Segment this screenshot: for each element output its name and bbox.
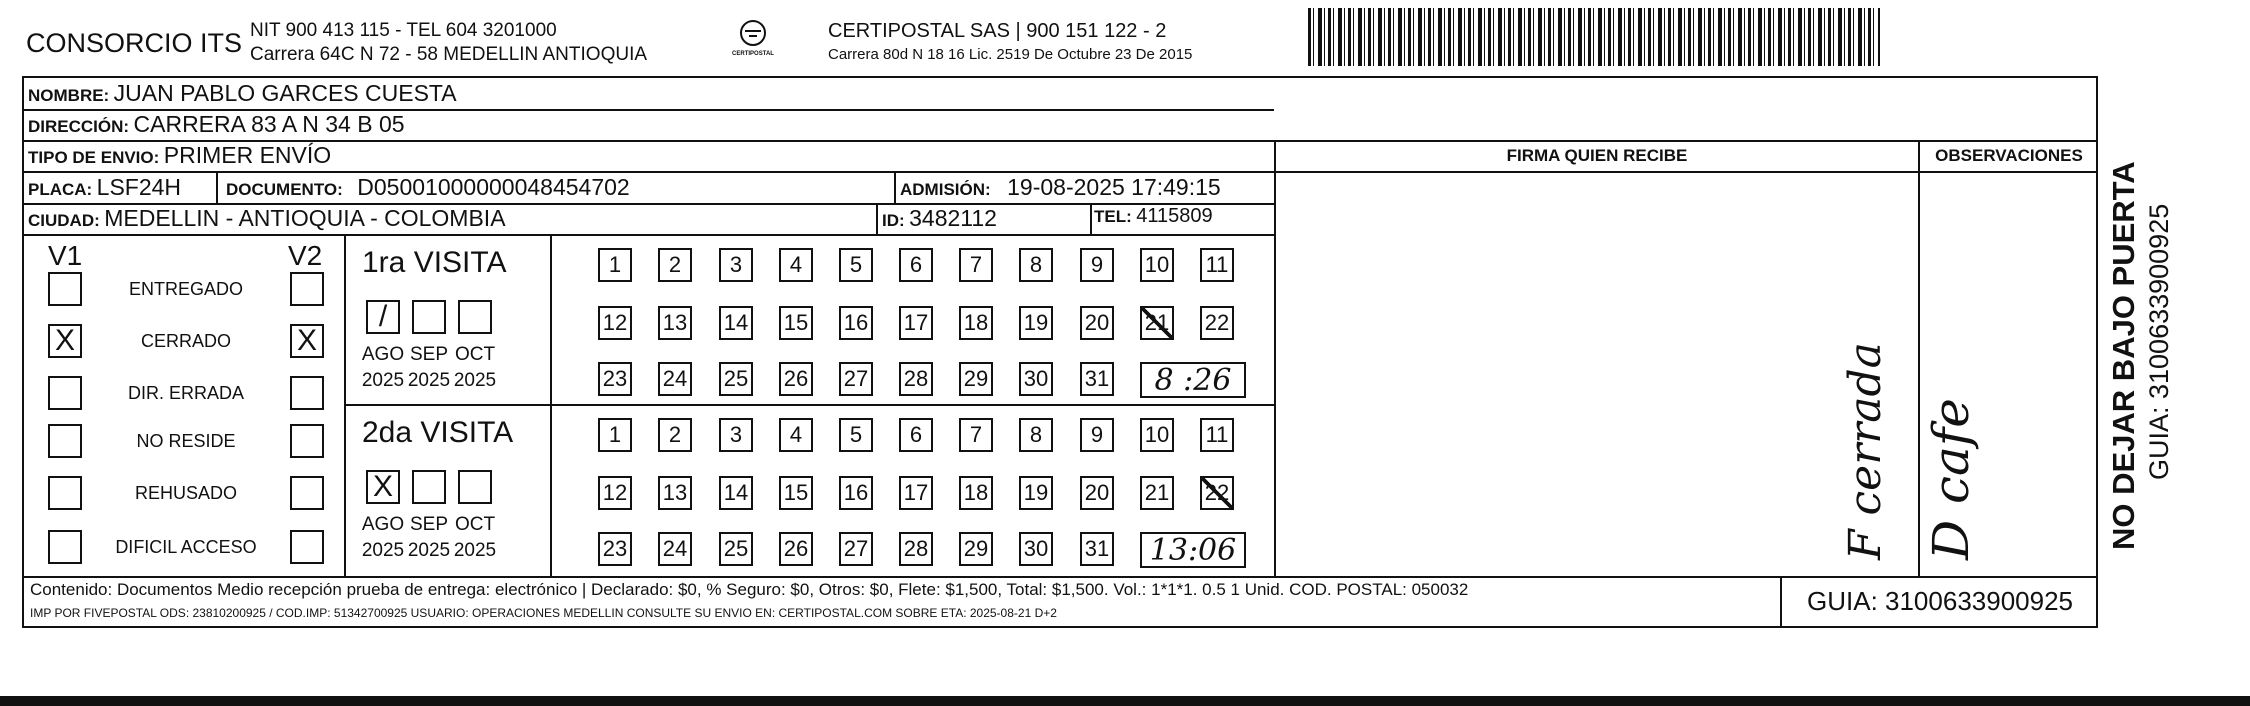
company-nit: NIT 900 413 115 - TEL 604 3201000 bbox=[250, 20, 557, 41]
day-box[interactable]: 22 bbox=[1200, 306, 1234, 340]
day-box[interactable]: 16 bbox=[839, 476, 873, 510]
name-field bbox=[28, 80, 457, 107]
day-box[interactable]: 8 bbox=[1019, 418, 1053, 452]
day-box[interactable]: 5 bbox=[839, 418, 873, 452]
day-box[interactable]: 22 bbox=[1200, 476, 1234, 510]
name-label: NOMBRE: bbox=[28, 86, 110, 105]
send-type-label: TIPO DE ENVIO: bbox=[28, 148, 160, 167]
status-v2-checkbox[interactable] bbox=[290, 530, 324, 564]
plate-value: LSF24H bbox=[96, 174, 182, 200]
row-line bbox=[22, 171, 2098, 173]
day-box[interactable]: 13 bbox=[658, 476, 692, 510]
day-box[interactable]: 30 bbox=[1019, 532, 1053, 566]
send-type-field bbox=[28, 142, 331, 169]
plate-field bbox=[28, 174, 181, 201]
day-box[interactable]: 23 bbox=[598, 362, 632, 396]
day-box[interactable]: 21 bbox=[1140, 476, 1174, 510]
id-value: 3482112 bbox=[909, 205, 997, 231]
v2-label: V2 bbox=[288, 240, 323, 271]
status-label: DIFICIL ACCESO bbox=[115, 537, 257, 557]
col-line bbox=[1090, 203, 1092, 234]
status-v1-checkbox[interactable] bbox=[48, 272, 82, 306]
day-box[interactable]: 11 bbox=[1200, 418, 1234, 452]
day-box[interactable]: 17 bbox=[899, 306, 933, 340]
footer-guia: GUIA: 3100633900925 bbox=[1807, 586, 2073, 616]
send-type-value: PRIMER ENVÍO bbox=[163, 142, 332, 168]
day-box[interactable]: 30 bbox=[1019, 362, 1053, 396]
day-box[interactable]: 7 bbox=[959, 418, 993, 452]
day-box[interactable]: 28 bbox=[899, 532, 933, 566]
day-box[interactable]: 4 bbox=[779, 248, 813, 282]
col-line bbox=[216, 171, 218, 203]
city-field bbox=[28, 205, 506, 232]
day-box[interactable]: 4 bbox=[779, 418, 813, 452]
footer-contents: Contenido: Documentos Medio recepción prueba de entrega: electrónico | Declarado: $0, % Seguro: $0, Otros: $0, Flete: $1,500, Total: $1,500. Vol.: 1*1*1. 0.5 1 Unid. COD. POSTAL: 050032 bbox=[30, 580, 1469, 599]
day-box[interactable]: 23 bbox=[598, 532, 632, 566]
status-v1-checkbox[interactable] bbox=[48, 424, 82, 458]
logo-caption: CERTIPOSTAL bbox=[732, 51, 774, 57]
col-line bbox=[894, 171, 896, 203]
day-box[interactable]: 10 bbox=[1140, 248, 1174, 282]
admission-field bbox=[900, 174, 1221, 201]
tel-field bbox=[1094, 205, 1213, 228]
document-value: D05001000000048454702 bbox=[357, 174, 630, 200]
month-checkbox[interactable] bbox=[458, 470, 492, 504]
month-label: OCT bbox=[454, 514, 496, 535]
id-field bbox=[882, 205, 997, 232]
day-box[interactable]: 2 bbox=[658, 418, 692, 452]
month-label: SEP bbox=[409, 344, 449, 365]
observation-note-1: F cerrada bbox=[1840, 342, 1891, 560]
footer-line bbox=[22, 576, 2098, 578]
day-box[interactable]: 15 bbox=[779, 306, 813, 340]
day-box[interactable]: 26 bbox=[779, 532, 813, 566]
day-box[interactable]: 20 bbox=[1080, 306, 1114, 340]
day-box[interactable]: 1 bbox=[598, 418, 632, 452]
month-year: 2025 bbox=[407, 540, 451, 561]
day-box[interactable]: 27 bbox=[839, 532, 873, 566]
observation-note-2: D cafe bbox=[1922, 398, 1980, 560]
status-v2-checkbox[interactable] bbox=[290, 272, 324, 306]
month-label: OCT bbox=[454, 344, 496, 365]
day-box[interactable]: 9 bbox=[1080, 418, 1114, 452]
month-label: AGO bbox=[361, 344, 405, 365]
day-box[interactable]: 26 bbox=[779, 362, 813, 396]
day-box[interactable]: 21 bbox=[1140, 306, 1174, 340]
status-v2-checkbox[interactable] bbox=[290, 476, 324, 510]
barcode bbox=[1308, 8, 1880, 66]
status-label: DIR. ERRADA bbox=[127, 383, 244, 403]
document-label: DOCUMENTO: bbox=[226, 180, 343, 199]
day-box[interactable]: 1 bbox=[598, 248, 632, 282]
certipostal-logo bbox=[718, 18, 788, 64]
day-box[interactable]: 31 bbox=[1080, 532, 1114, 566]
visit-title: 2da VISITA bbox=[362, 416, 514, 449]
col-line bbox=[1274, 140, 1276, 576]
day-box[interactable]: 17 bbox=[899, 476, 933, 510]
status-v2-checkbox[interactable] bbox=[290, 424, 324, 458]
month-year: 2025 bbox=[453, 370, 497, 391]
day-box[interactable]: 9 bbox=[1080, 248, 1114, 282]
status-v1-checkbox[interactable] bbox=[48, 530, 82, 564]
day-box[interactable]: 14 bbox=[719, 306, 753, 340]
visit-divider bbox=[344, 404, 1274, 406]
city-label: CIUDAD: bbox=[28, 211, 100, 230]
side-instruction: NO DEJAR BAJO PUERTA bbox=[2106, 161, 2141, 550]
day-box[interactable]: 6 bbox=[899, 248, 933, 282]
day-box[interactable]: 7 bbox=[959, 248, 993, 282]
col-line bbox=[1918, 140, 1920, 576]
courier-address: Carrera 80d N 18 16 Lic. 2519 De Octubre 23 De 2015 bbox=[828, 46, 1193, 63]
status-v1-checkbox[interactable] bbox=[48, 376, 82, 410]
day-box[interactable]: 18 bbox=[959, 476, 993, 510]
day-box[interactable]: 31 bbox=[1080, 362, 1114, 396]
day-box[interactable]: 15 bbox=[779, 476, 813, 510]
document-field bbox=[226, 174, 630, 201]
day-box[interactable]: 24 bbox=[658, 362, 692, 396]
city-value: MEDELLIN - ANTIOQUIA - COLOMBIA bbox=[104, 205, 506, 231]
address-field bbox=[28, 111, 405, 138]
company-name: CONSORCIO ITS bbox=[26, 28, 243, 58]
day-box[interactable]: 12 bbox=[598, 476, 632, 510]
day-box[interactable]: 20 bbox=[1080, 476, 1114, 510]
day-box[interactable]: 29 bbox=[959, 532, 993, 566]
day-box[interactable]: 5 bbox=[839, 248, 873, 282]
status-v2-checkbox[interactable]: X bbox=[290, 324, 324, 358]
month-checkbox[interactable] bbox=[412, 470, 446, 504]
footer-imp: IMP POR FIVEPOSTAL ODS: 23810200925 / COD.IMP: 51342700925 USUARIO: OPERACIONES MEDELLIN CONSULTE SU ENVIO EN: CERTIPOSTAL.COM SOBRE ETA: 2025-08-21 D+2 bbox=[30, 606, 1057, 620]
courier-name: CERTIPOSTAL SAS | 900 151 122 - 2 bbox=[828, 20, 1167, 42]
day-box[interactable]: 19 bbox=[1019, 306, 1053, 340]
status-label: ENTREGADO bbox=[128, 279, 243, 299]
status-label: NO RESIDE bbox=[136, 431, 236, 451]
day-box[interactable]: 12 bbox=[598, 306, 632, 340]
day-box[interactable]: 11 bbox=[1200, 248, 1234, 282]
day-box[interactable]: 18 bbox=[959, 306, 993, 340]
day-box[interactable]: 6 bbox=[899, 418, 933, 452]
v1-label: V1 bbox=[48, 240, 83, 271]
day-box[interactable]: 3 bbox=[719, 418, 753, 452]
visit-time[interactable]: 8 :26 bbox=[1140, 362, 1246, 398]
certipostal-logo-icon bbox=[735, 18, 771, 48]
status-v1-checkbox[interactable] bbox=[48, 476, 82, 510]
day-box[interactable]: 16 bbox=[839, 306, 873, 340]
name-value: JUAN PABLO GARCES CUESTA bbox=[113, 80, 457, 106]
address-label: DIRECCIÓN: bbox=[28, 117, 130, 136]
visit-title: 1ra VISITA bbox=[362, 246, 507, 279]
day-box[interactable]: 3 bbox=[719, 248, 753, 282]
day-box[interactable]: 27 bbox=[839, 362, 873, 396]
status-label: REHUSADO bbox=[134, 483, 237, 503]
month-label: AGO bbox=[361, 514, 405, 535]
day-box[interactable]: 2 bbox=[658, 248, 692, 282]
admission-label: ADMISIÓN: bbox=[900, 180, 991, 199]
day-box[interactable]: 25 bbox=[719, 532, 753, 566]
day-box[interactable]: 29 bbox=[959, 362, 993, 396]
month-year: 2025 bbox=[453, 540, 497, 561]
tel-value: 4115809 bbox=[1136, 205, 1213, 227]
month-label: SEP bbox=[409, 514, 449, 535]
row-line bbox=[22, 140, 2098, 142]
address-value: CARRERA 83 A N 34 B 05 bbox=[133, 111, 405, 137]
month-checkbox[interactable] bbox=[458, 300, 492, 334]
admission-value: 19-08-2025 17:49:15 bbox=[1007, 174, 1221, 200]
plate-label: PLACA: bbox=[28, 180, 93, 199]
month-year: 2025 bbox=[361, 370, 405, 391]
id-label: ID: bbox=[882, 211, 905, 230]
status-label: CERRADO bbox=[140, 331, 231, 351]
month-checkbox[interactable]: X bbox=[366, 470, 400, 504]
day-box[interactable]: 25 bbox=[719, 362, 753, 396]
month-checkbox[interactable]: / bbox=[366, 300, 400, 334]
day-box[interactable]: 14 bbox=[719, 476, 753, 510]
day-box[interactable]: 8 bbox=[1019, 248, 1053, 282]
tel-label: TEL: bbox=[1094, 207, 1132, 226]
status-v2-checkbox[interactable] bbox=[290, 376, 324, 410]
month-year: 2025 bbox=[407, 370, 451, 391]
day-box[interactable]: 13 bbox=[658, 306, 692, 340]
month-checkbox[interactable] bbox=[412, 300, 446, 334]
visit-time[interactable]: 13:06 bbox=[1140, 532, 1246, 568]
month-year: 2025 bbox=[361, 540, 405, 561]
observations-header: OBSERVACIONES bbox=[1935, 146, 2083, 165]
day-box[interactable]: 10 bbox=[1140, 418, 1174, 452]
side-guia: GUIA: 3100633900925 bbox=[2144, 203, 2174, 480]
row-line bbox=[22, 234, 1274, 236]
col-line bbox=[876, 203, 878, 234]
company-address: Carrera 64C N 72 - 58 MEDELLIN ANTIOQUIA bbox=[250, 44, 648, 65]
day-box[interactable]: 28 bbox=[899, 362, 933, 396]
signature-header: FIRMA QUIEN RECIBE bbox=[1506, 146, 1688, 165]
status-v1-checkbox[interactable]: X bbox=[48, 324, 82, 358]
day-box[interactable]: 24 bbox=[658, 532, 692, 566]
day-box[interactable]: 19 bbox=[1019, 476, 1053, 510]
bottom-border bbox=[0, 696, 2250, 706]
